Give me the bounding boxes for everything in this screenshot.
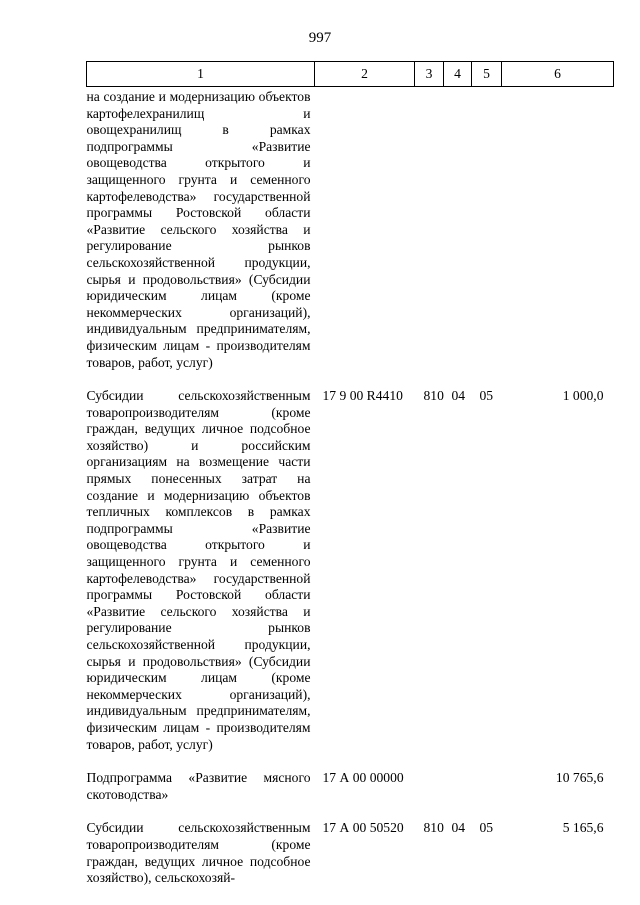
row-amount [502,87,614,389]
row-ved: 810 [423,388,444,404]
row-ved [415,87,444,389]
table-row [87,820,614,903]
row-ved: 810 [423,820,444,836]
row-code: 17 А 00 50520 [322,820,404,836]
row-rz [444,770,472,820]
row-rz: 04 [451,388,466,404]
column-header: 1 [87,62,315,87]
row-pr: 05 [479,388,494,404]
row-description: на создание и модернизацию объектов картофелехранилищ и овощехранилищ в рамках подпрограммы «Развитие овощеводства открытого и защищенного грунта и семенного картофелеводства» государственной программы Ростовской области «Развитие сельского хозяйства и регулирование рынков сельскохозяйственной продукции, сырья и продовольствия» (Субсидии юридическим лицам (кроме некоммерческих организаций), индивидуальным предпринимателям, физическим лицам - производителям товаров, работ, услуг) [86,89,311,370]
row-pr [472,770,502,820]
column-header: 3 [415,62,444,87]
row-rz [444,87,472,389]
budget-table [86,61,614,904]
row-code: 17 А 00 00000 [322,770,404,786]
column-header: 4 [444,62,472,87]
row-ved [415,770,444,820]
row-description: Субсидии сельскохозяйственным товаропроизводителям (кроме граждан, ведущих личное подсобное хозяйство), сельскохозяй- [86,820,311,886]
table-row [87,87,614,389]
row-code: 17 9 00 R4410 [322,388,403,404]
column-header: 2 [315,62,415,87]
row-rz: 04 [451,820,466,836]
column-header: 6 [502,62,614,87]
row-pr: 05 [479,820,494,836]
page-number: 997 [308,30,332,46]
row-amount: 10 765,6 [555,770,604,786]
row-amount: 1 000,0 [562,388,604,404]
column-header: 5 [472,62,502,87]
table-row [87,388,614,770]
table-header-row [87,62,614,87]
row-code [315,87,415,389]
row-description: Субсидии сельскохозяйственным товаропроизводителям (кроме граждан, ведущих личное подсобное хозяйство) и российским организациям на возмещение части прямых понесенных затрат на создание и модернизацию объектов тепличных комплексов в рамках подпрограммы «Развитие овощеводства открытого и защищенного грунта и семенного картофелеводства» государственной программы Ростовской области «Развитие сельского хозяйства и регулирование рынков сельскохозяйственной продукции, сырья и продовольствия» (Субсидии юридическим лицам (кроме некоммерческих организаций), индивидуальным предпринимателям, физическим лицам - производителям товаров, работ, услуг) [86,388,311,752]
row-amount: 5 165,6 [562,820,604,836]
table-row [87,770,614,820]
row-description: Подпрограмма «Развитие мясного скотоводства» [86,770,311,802]
row-pr [472,87,502,389]
